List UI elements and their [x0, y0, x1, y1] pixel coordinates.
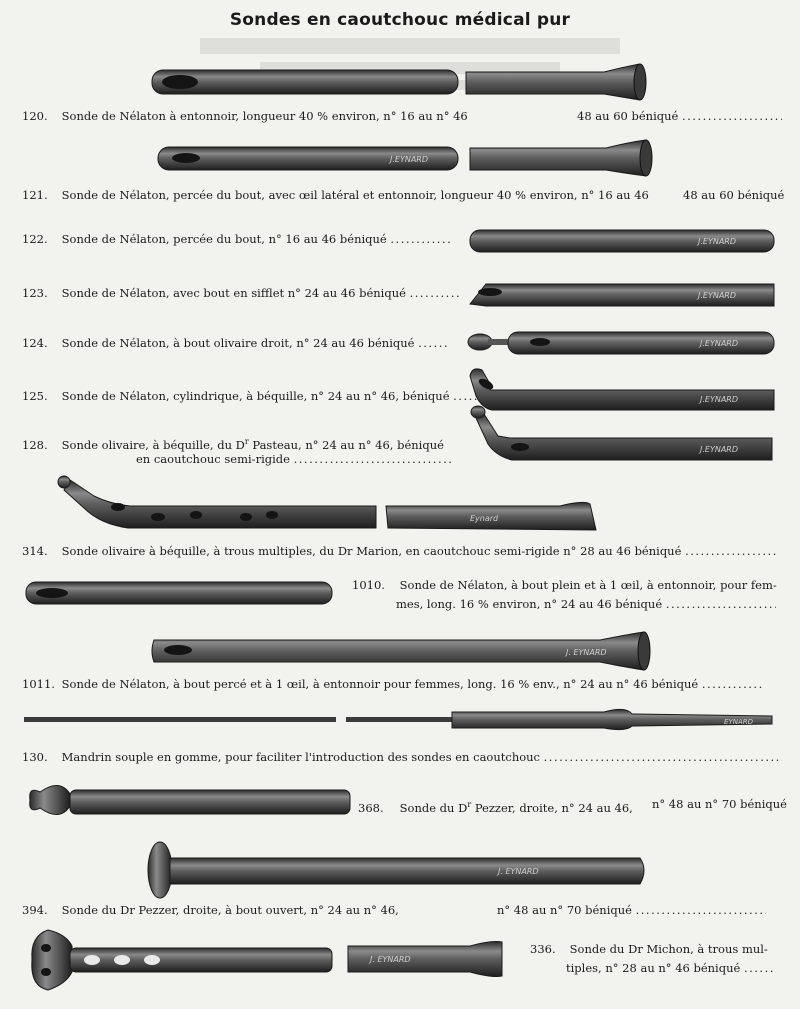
item-description: Sonde du Dr Michon, à trous mul- [569, 942, 768, 956]
price-368: n° 48 au n° 70 béniqué [652, 797, 787, 811]
mushroom-tip [30, 785, 70, 814]
brand-mark: Eynard [470, 514, 499, 523]
item-description: Sonde de Nélaton, à bout olivaire droit, n° 24 au 46 béniqué [61, 336, 415, 350]
page-title: Sondes en caoutchouc médical pur [229, 10, 571, 30]
brand-mark: J. EYNARD [370, 955, 411, 964]
tip-neck [488, 339, 510, 345]
item-number: 123. [22, 286, 48, 300]
tube-segment [70, 948, 332, 972]
side-eye [172, 153, 200, 163]
mushroom-tip [148, 842, 172, 898]
brand-mark: J.EYNARD [390, 155, 429, 164]
side-hole [84, 955, 100, 965]
item-number: 125. [22, 389, 48, 403]
catheter-123-image [470, 284, 774, 306]
item-number: 124. [22, 336, 48, 350]
brand-mark: J.EYNARD [698, 291, 737, 300]
brand-mark: J.EYNARD [700, 339, 739, 348]
item-description-cont: Pasteau, n° 24 au n° 46, béniqué [248, 437, 444, 452]
olive-tip [58, 476, 70, 488]
item-number: 130. [22, 750, 48, 764]
funnel-mouth [634, 64, 646, 100]
whistle-tip-opening [478, 288, 502, 296]
item-number: 1010. [352, 578, 385, 592]
stylet-rod [24, 717, 336, 722]
tube-body [170, 858, 644, 884]
side-hole [266, 511, 278, 519]
item-number: 122. [22, 232, 48, 246]
item-price: n° 48 au n° 70 béniqué [497, 903, 632, 917]
side-hole [111, 503, 125, 511]
item-description-cont: Pezzer, droite, n° 24 au 46, [471, 800, 633, 815]
tube-body [70, 790, 350, 814]
item-price: 48 au 60 béniqué [577, 109, 679, 123]
catheter-124-image [468, 332, 774, 354]
catheter-394-image [148, 842, 644, 898]
brand-mark: J. EYNARD [566, 648, 607, 657]
side-eye [511, 443, 529, 451]
catheter-128-image [471, 406, 772, 460]
item-description: Sonde de Nélaton, percée du bout, n° 16 au 46 béniqué [61, 232, 387, 246]
item-number: 368. [358, 800, 384, 815]
tube-body [26, 582, 332, 604]
side-eye [164, 645, 192, 655]
funnel-mouth [638, 632, 650, 670]
item-description-2: mes, long. 16 % environ, n° 24 au 46 béniqué [396, 597, 663, 611]
item-description: Sonde de Nélaton, à bout plein et à 1 œil, à entonnoir, pour fem- [399, 578, 777, 592]
catheter-122-image [470, 230, 774, 252]
item-description: Mandrin souple en gomme, pour faciliter l'introduction des sondes en caoutchouc [61, 750, 540, 764]
tip-hole [41, 968, 51, 976]
stylet-130-image [24, 709, 772, 729]
side-hole [144, 955, 160, 965]
brand-mark: J.EYNARD [700, 395, 739, 404]
brand-mark: J.EYNARD [700, 445, 739, 454]
catheter-314-image [58, 476, 596, 530]
item-number: 128. [22, 437, 48, 452]
item-description-2: en caoutchouc semi-rigide [136, 452, 290, 466]
brand-mark: J.EYNARD [698, 237, 737, 246]
catheter-1011-image [152, 632, 650, 670]
olive-tip [471, 406, 485, 418]
item-number: 120. [22, 109, 48, 123]
funnel-end [466, 64, 640, 100]
item-description: Sonde de Nélaton, avec bout en sifflet n° 24 au 46 béniqué [61, 286, 406, 300]
item-description-superscript: r [244, 437, 249, 446]
catheter-120-image [152, 64, 646, 100]
item-description: Sonde du D [399, 800, 468, 815]
side-hole [190, 511, 202, 519]
stylet-rod [346, 717, 454, 722]
item-number: 1011. [22, 677, 55, 691]
tip-hole [41, 944, 51, 952]
catheter-121-image [158, 140, 652, 176]
item-description: Sonde de Nélaton, percée du bout, avec œil latéral et entonnoir, longueur 40 % environ, n° 16 au 46 [61, 188, 649, 202]
side-eye [530, 338, 550, 346]
item-description-2: tiples, n° 28 au n° 46 béniqué [566, 961, 741, 975]
side-eye [162, 75, 198, 89]
side-hole [240, 513, 252, 521]
catheter-336-image [32, 930, 502, 990]
price-121: 48 au 60 béniqué [683, 188, 785, 202]
item-number: 314. [22, 544, 48, 558]
side-hole [114, 955, 130, 965]
item-description: Sonde olivaire, à béquille, du D [61, 437, 245, 452]
catheter-368-image [30, 785, 350, 814]
funnel-mouth [640, 140, 652, 176]
item-number: 394. [22, 903, 48, 917]
item-number: 121. [22, 188, 48, 202]
item-description: Sonde du Dr Pezzer, droite, à bout ouvert, n° 24 au n° 46, [61, 903, 399, 917]
item-description: Sonde de Nélaton, cylindrique, à béquille, n° 24 au n° 46, béniqué [61, 389, 450, 403]
winged-tip [32, 930, 72, 990]
item-description: Sonde de Nélaton, à bout percé et à 1 œil, à entonnoir pour femmes, long. 16 % env., n° 24 au n° 46 béniqué [61, 677, 699, 691]
item-number: 336. [530, 942, 556, 956]
catheter-1010-image [26, 582, 332, 604]
funnel-end [470, 140, 646, 176]
side-hole [151, 513, 165, 521]
brand-mark: EYNARD [724, 718, 753, 726]
side-eye [36, 588, 68, 598]
item-description: Sonde olivaire à béquille, à trous multiples, du Dr Marion, en caoutchouc semi-rigide n° 28 au 46 béniqué [61, 544, 682, 558]
brand-mark: J. EYNARD [498, 867, 539, 876]
item-description: Sonde de Nélaton à entonnoir, longueur 40 % environ, n° 16 au n° 46 [61, 109, 468, 123]
item-description-superscript: r [467, 800, 472, 809]
coude-tube [64, 480, 376, 528]
catheter-125-image [470, 369, 774, 410]
